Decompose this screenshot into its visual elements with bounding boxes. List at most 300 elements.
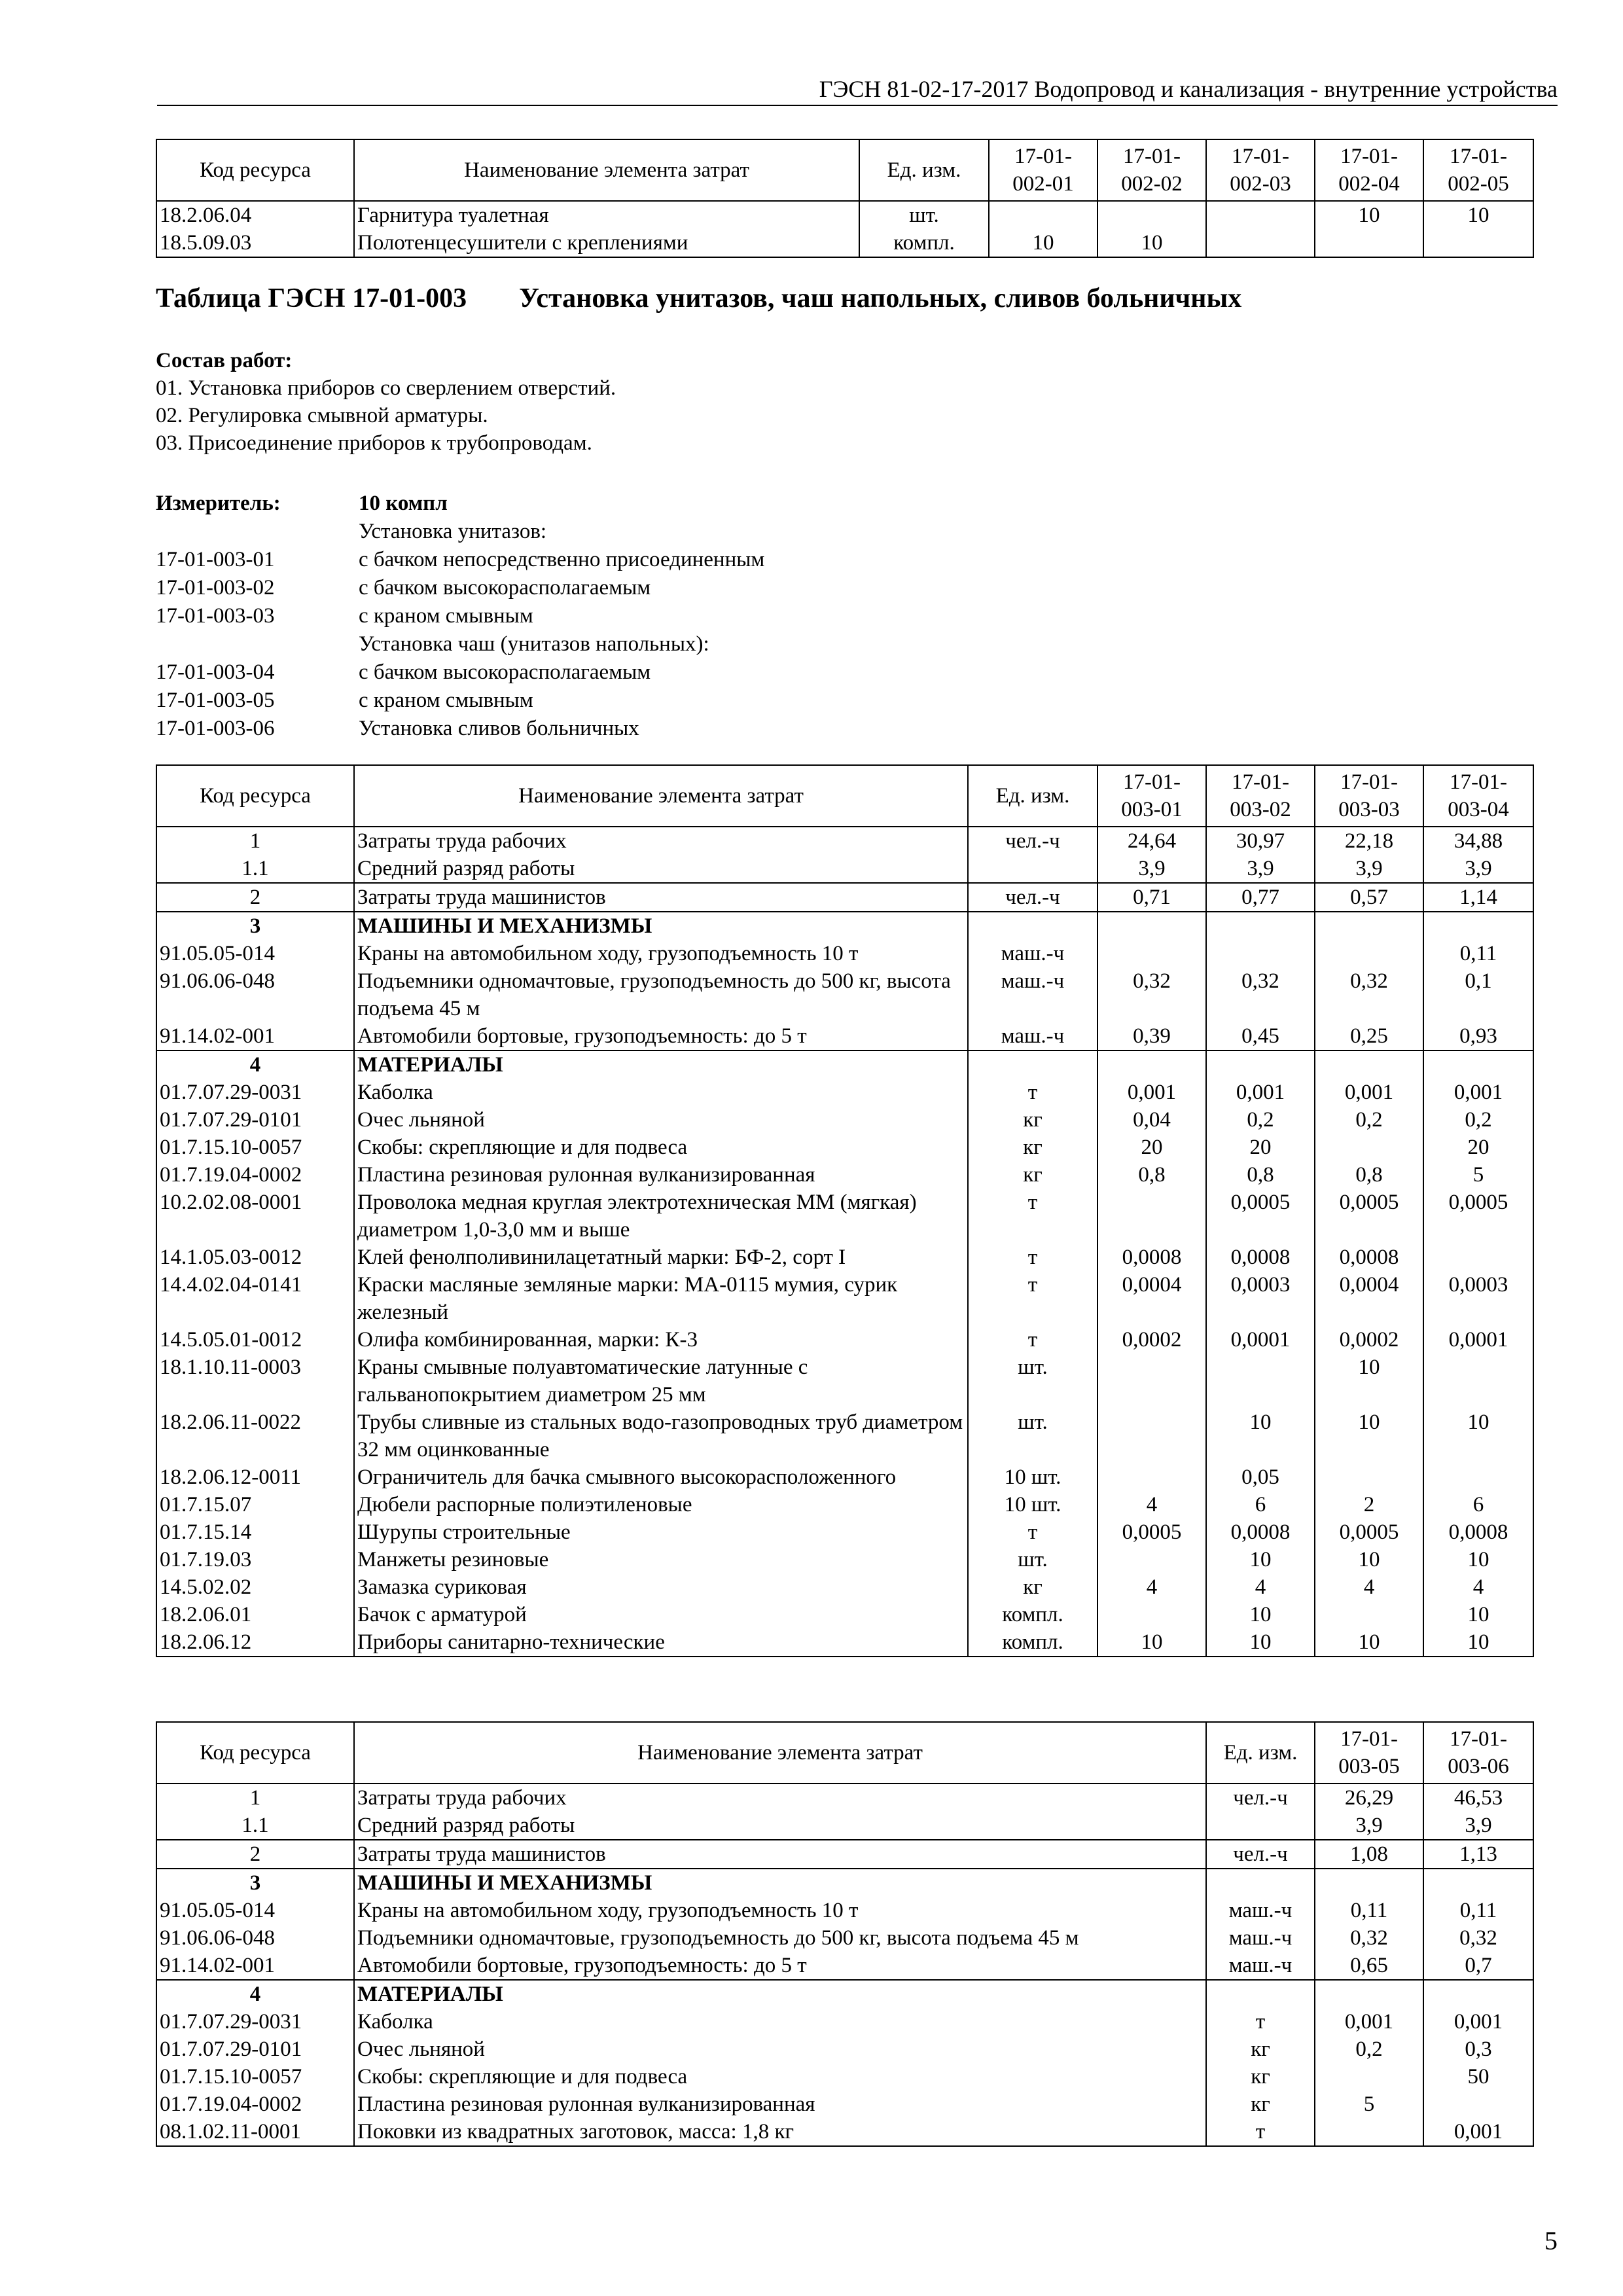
cell-value: 0,32 — [1097, 967, 1206, 1022]
cell-value: 0,71 — [1097, 883, 1206, 912]
cell-value — [1097, 1546, 1206, 1573]
cell-name: Автомобили бортовые, грузоподъемность: до 5 т — [354, 1952, 1206, 1980]
measure-desc: с бачком непосредственно присоединенным — [359, 548, 765, 571]
cell-code: 14.4.02.04-0141 — [156, 1271, 354, 1326]
cell-value: 0,32 — [1315, 1924, 1423, 1952]
table-row — [156, 1812, 1533, 1840]
cell-code: 4 — [156, 1050, 354, 1079]
cell-value — [1315, 1050, 1423, 1079]
cell-value: 10 — [1315, 1408, 1423, 1463]
measure-code-row — [156, 574, 764, 602]
measure-code — [156, 630, 359, 658]
cell-unit: т — [968, 1079, 1097, 1106]
cell-name: Затраты труда рабочих — [354, 1784, 1206, 1812]
table-row — [156, 855, 1533, 883]
table-row — [156, 1573, 1533, 1601]
table-17-01-002 — [156, 139, 1534, 258]
cell-value: 0,32 — [1423, 1924, 1533, 1952]
cell-name: Бачок с арматурой — [354, 1601, 968, 1628]
cell-unit: шт. — [859, 201, 989, 229]
cell-value: 0,0008 — [1315, 1244, 1423, 1271]
cell-value: 0,0005 — [1097, 1518, 1206, 1546]
cell-value: 0,93 — [1423, 1022, 1533, 1050]
table-row — [156, 1601, 1533, 1628]
table-row — [156, 1189, 1533, 1244]
cell-value: 10 — [1206, 1408, 1315, 1463]
cell-name: Затраты труда машинистов — [354, 883, 968, 912]
measure-code: 17-01-003-06 — [156, 717, 275, 740]
col-header-name: Наименование элемента затрат — [354, 765, 968, 827]
table-row — [156, 1869, 1533, 1897]
cell-value: 5 — [1423, 1161, 1533, 1189]
table-row — [156, 1354, 1533, 1408]
col-header-norm: 17-01- 003-01 — [1097, 765, 1206, 827]
table-header-row — [156, 1722, 1533, 1784]
cell-value: 0,0008 — [1097, 1244, 1206, 1271]
cell-unit: шт. — [968, 1408, 1097, 1463]
table-row — [156, 1408, 1533, 1463]
cell-value: 0,0008 — [1206, 1244, 1315, 1271]
cell-value: 10 — [1206, 1601, 1315, 1628]
measure-desc: Установка чаш (унитазов напольных): — [359, 632, 709, 656]
cell-unit: маш.-ч — [1206, 1924, 1315, 1952]
col-header-name: Наименование элемента затрат — [354, 139, 859, 201]
cell-value: 20 — [1423, 1134, 1533, 1161]
cell-value: 0,2 — [1315, 2036, 1423, 2063]
cell-name: Очес льняной — [354, 1106, 968, 1134]
cell-value: 0,001 — [1315, 1079, 1423, 1106]
cell-name: Затраты труда машинистов — [354, 1840, 1206, 1869]
cell-value: 0,32 — [1315, 967, 1423, 1022]
cell-code: 3 — [156, 912, 354, 940]
cell-name: Средний разряд работы — [354, 1812, 1206, 1840]
cell-value: 0,001 — [1423, 2008, 1533, 2036]
cell-unit: т — [968, 1518, 1097, 1546]
cell-unit — [1206, 1980, 1315, 2008]
cell-value — [1423, 1244, 1533, 1271]
cell-code: 1.1 — [156, 855, 354, 883]
table-row — [156, 1326, 1533, 1354]
work-title: Состав работ: — [156, 349, 293, 372]
col-header-unit: Ед. изм. — [1206, 1722, 1315, 1784]
cell-value: 0,11 — [1423, 1897, 1533, 1924]
cell-value: 6 — [1206, 1491, 1315, 1518]
cell-code: 01.7.07.29-0031 — [156, 2008, 354, 2036]
cell-value — [1206, 1050, 1315, 1079]
cell-value: 20 — [1097, 1134, 1206, 1161]
measure-code: 17-01-003-03 — [156, 604, 275, 628]
cell-unit: кг — [1206, 2063, 1315, 2090]
cell-value — [1206, 940, 1315, 967]
cell-value: 0,8 — [1097, 1161, 1206, 1189]
measure-desc: с краном смывным — [359, 689, 533, 712]
cell-value — [1097, 1354, 1206, 1408]
cell-unit: компл. — [968, 1601, 1097, 1628]
cell-value: 10 — [1423, 1628, 1533, 1657]
cell-unit: шт. — [968, 1546, 1097, 1573]
cell-value: 3,9 — [1097, 855, 1206, 883]
cell-unit: чел.-ч — [968, 827, 1097, 855]
cell-name: МАШИНЫ И МЕХАНИЗМЫ — [354, 912, 968, 940]
cell-value: 0,05 — [1206, 1463, 1315, 1491]
cell-code: 14.1.05.03-0012 — [156, 1244, 354, 1271]
cell-code: 01.7.19.03 — [156, 1546, 354, 1573]
cell-value: 1,13 — [1423, 1840, 1533, 1869]
cell-unit: компл. — [968, 1628, 1097, 1657]
table-row — [156, 827, 1533, 855]
cell-value: 10 — [1315, 1628, 1423, 1657]
cell-value: 0,39 — [1097, 1022, 1206, 1050]
cell-code: 4 — [156, 1980, 354, 2008]
measure-desc: Установка унитазов: — [359, 520, 547, 543]
cell-value: 0,0004 — [1097, 1271, 1206, 1326]
cell-value — [1423, 1463, 1533, 1491]
col-header-code: Код ресурса — [156, 139, 354, 201]
cell-code: 2 — [156, 883, 354, 912]
col-header-norm: 17-01- 002-04 — [1315, 139, 1423, 201]
cell-unit — [968, 912, 1097, 940]
cell-code: 01.7.07.29-0031 — [156, 1079, 354, 1106]
cell-value: 2 — [1315, 1491, 1423, 1518]
table-17-01-003-b — [156, 1721, 1534, 2147]
cell-value: 0,45 — [1206, 1022, 1315, 1050]
cell-name: Каболка — [354, 1079, 968, 1106]
cell-value: 0,2 — [1206, 1106, 1315, 1134]
cell-unit: 10 шт. — [968, 1491, 1097, 1518]
cell-unit — [1206, 1869, 1315, 1897]
cell-value: 1,08 — [1315, 1840, 1423, 1869]
col-header-norm: 17-01- 003-04 — [1423, 765, 1533, 827]
cell-value: 34,88 — [1423, 827, 1533, 855]
col-header-code: Код ресурса — [156, 1722, 354, 1784]
cell-name: Краски масляные земляные марки: МА-0115 мумия, сурик железный — [354, 1271, 968, 1326]
cell-code: 01.7.15.10-0057 — [156, 2063, 354, 2090]
cell-value — [1315, 2063, 1423, 2090]
work-item: 02. Регулировка смывной арматуры. — [156, 404, 488, 427]
measure-code-row — [156, 658, 764, 687]
table-row — [156, 1840, 1533, 1869]
measure-code-row — [156, 602, 764, 630]
table-row — [156, 1079, 1533, 1106]
cell-code: 01.7.07.29-0101 — [156, 1106, 354, 1134]
cell-value: 0,8 — [1206, 1161, 1315, 1189]
cell-value: 10 — [1206, 1628, 1315, 1657]
cell-value — [1315, 940, 1423, 967]
measure-code — [156, 518, 359, 546]
cell-unit: т — [968, 1244, 1097, 1271]
cell-code: 18.5.09.03 — [156, 229, 354, 257]
cell-value: 3,9 — [1423, 855, 1533, 883]
cell-code: 18.1.10.11-0003 — [156, 1354, 354, 1408]
table-row — [156, 912, 1533, 940]
cell-value — [1315, 1869, 1423, 1897]
measure-code-row — [156, 715, 764, 743]
cell-value: 22,18 — [1315, 827, 1423, 855]
cell-value — [1423, 229, 1533, 257]
cell-value — [1423, 1869, 1533, 1897]
cell-value: 0,0003 — [1206, 1271, 1315, 1326]
cell-value: 0,0003 — [1423, 1271, 1533, 1326]
cell-name: Проволока медная круглая электротехническая ММ (мягкая) диаметром 1,0-3,0 мм и выше — [354, 1189, 968, 1244]
table-header-row — [156, 765, 1533, 827]
cell-value: 6 — [1423, 1491, 1533, 1518]
table-row — [156, 2008, 1533, 2036]
cell-code: 01.7.19.04-0002 — [156, 2090, 354, 2118]
cell-value — [1206, 229, 1315, 257]
cell-value: 10 — [1097, 229, 1206, 257]
table-row — [156, 1161, 1533, 1189]
cell-code: 18.2.06.01 — [156, 1601, 354, 1628]
cell-value — [1315, 229, 1423, 257]
cell-value: 0,001 — [1315, 2008, 1423, 2036]
cell-unit: кг — [1206, 2036, 1315, 2063]
meter-label: Измеритель: — [156, 492, 281, 515]
cell-value: 0,001 — [1423, 1079, 1533, 1106]
cell-code: 18.2.06.12-0011 — [156, 1463, 354, 1491]
cell-name: Замазка суриковая — [354, 1573, 968, 1601]
cell-value: 0,0008 — [1423, 1518, 1533, 1546]
cell-name: Подъемники одномачтовые, грузоподъемность до 500 кг, высота подъема 45 м — [354, 967, 968, 1022]
cell-name: МАТЕРИАЛЫ — [354, 1050, 968, 1079]
cell-unit: кг — [968, 1573, 1097, 1601]
cell-value: 4 — [1315, 1573, 1423, 1601]
cell-code: 1 — [156, 827, 354, 855]
cell-name: Манжеты резиновые — [354, 1546, 968, 1573]
cell-value: 10 — [1206, 1546, 1315, 1573]
col-header-unit: Ед. изм. — [968, 765, 1097, 827]
cell-name: Краны на автомобильном ходу, грузоподъемность 10 т — [354, 940, 968, 967]
cell-value: 0,3 — [1423, 2036, 1533, 2063]
table-row — [156, 1134, 1533, 1161]
cell-value — [1097, 1408, 1206, 1463]
cell-unit — [968, 855, 1097, 883]
cell-name: Олифа комбинированная, марки: К-3 — [354, 1326, 968, 1354]
col-header-norm: 17-01- 003-06 — [1423, 1722, 1533, 1784]
cell-value — [1423, 1980, 1533, 2008]
cell-value: 0,77 — [1206, 883, 1315, 912]
cell-name: Поковки из квадратных заготовок, масса: 1,8 кг — [354, 2118, 1206, 2146]
cell-value: 10 — [1423, 1546, 1533, 1573]
cell-value: 20 — [1206, 1134, 1315, 1161]
cell-unit: кг — [1206, 2090, 1315, 2118]
cell-name: Скобы: скрепляющие и для подвеса — [354, 2063, 1206, 2090]
cell-value: 0,32 — [1206, 967, 1315, 1022]
cell-code: 91.05.05-014 — [156, 1897, 354, 1924]
cell-value: 0,0005 — [1206, 1189, 1315, 1244]
cell-value: 50 — [1423, 2063, 1533, 2090]
cell-value — [1097, 1601, 1206, 1628]
cell-name: Скобы: скрепляющие и для подвеса — [354, 1134, 968, 1161]
table-row — [156, 1050, 1533, 1079]
cell-code: 01.7.07.29-0101 — [156, 2036, 354, 2063]
table-row — [156, 2036, 1533, 2063]
cell-code: 2 — [156, 1840, 354, 1869]
cell-value: 10 — [1315, 1546, 1423, 1573]
cell-value: 4 — [1097, 1491, 1206, 1518]
measure-block — [156, 490, 764, 743]
cell-value: 10 — [1423, 201, 1533, 229]
cell-unit — [968, 1050, 1097, 1079]
cell-value — [1423, 912, 1533, 940]
cell-value — [1423, 2090, 1533, 2118]
page-number: 5 — [1544, 2226, 1558, 2255]
cell-value — [1097, 1050, 1206, 1079]
measure-code-row — [156, 518, 764, 546]
cell-value — [1206, 1354, 1315, 1408]
cell-name: МАТЕРИАЛЫ — [354, 1980, 1206, 2008]
col-header-norm: 17-01- 003-05 — [1315, 1722, 1423, 1784]
cell-unit: компл. — [859, 229, 989, 257]
cell-name: Краны на автомобильном ходу, грузоподъемность 10 т — [354, 1897, 1206, 1924]
table-row — [156, 229, 1533, 257]
cell-code: 18.2.06.04 — [156, 201, 354, 229]
cell-code: 14.5.05.01-0012 — [156, 1326, 354, 1354]
cell-value: 0,8 — [1315, 1161, 1423, 1189]
cell-name: Очес льняной — [354, 2036, 1206, 2063]
cell-name: Пластина резиновая рулонная вулканизированная — [354, 1161, 968, 1189]
cell-value: 0,0005 — [1315, 1189, 1423, 1244]
cell-value — [1097, 1463, 1206, 1491]
cell-name: Трубы сливные из стальных водо-газопроводных труб диаметром 32 мм оцинкованные — [354, 1408, 968, 1463]
table-row — [156, 883, 1533, 912]
cell-unit: кг — [968, 1161, 1097, 1189]
work-item: 03. Присоединение приборов к трубопроводам. — [156, 431, 592, 455]
cell-value: 30,97 — [1206, 827, 1315, 855]
cell-value — [1315, 912, 1423, 940]
cell-value — [1097, 1189, 1206, 1244]
table-name: Установка унитазов, чаш напольных, сливов больничных — [519, 283, 1242, 314]
cell-value: 4 — [1206, 1573, 1315, 1601]
cell-name: Каболка — [354, 2008, 1206, 2036]
cell-code: 1.1 — [156, 1812, 354, 1840]
cell-name: Пластина резиновая рулонная вулканизированная — [354, 2090, 1206, 2118]
cell-unit: маш.-ч — [968, 1022, 1097, 1050]
cell-code: 01.7.19.04-0002 — [156, 1161, 354, 1189]
cell-unit: т — [1206, 2118, 1315, 2146]
col-header-norm: 17-01- 002-05 — [1423, 139, 1533, 201]
measure-code-row — [156, 630, 764, 658]
cell-code: 1 — [156, 1784, 354, 1812]
col-header-unit: Ед. изм. — [859, 139, 989, 201]
cell-value: 10 — [1315, 1354, 1423, 1408]
cell-value — [1097, 201, 1206, 229]
cell-value: 0,0002 — [1315, 1326, 1423, 1354]
page-header: ГЭСН 81-02-17-2017 Водопровод и канализация - внутренние устройства — [157, 73, 1558, 106]
cell-value: 0,0001 — [1423, 1326, 1533, 1354]
cell-value: 0,25 — [1315, 1022, 1423, 1050]
cell-value — [1315, 1980, 1423, 2008]
cell-value: 26,29 — [1315, 1784, 1423, 1812]
measure-code: 17-01-003-01 — [156, 548, 275, 571]
cell-unit: т — [968, 1326, 1097, 1354]
cell-value: 0,57 — [1315, 883, 1423, 912]
table-row — [156, 1463, 1533, 1491]
table-row — [156, 1491, 1533, 1518]
cell-value: 0,11 — [1423, 940, 1533, 967]
cell-unit: маш.-ч — [1206, 1897, 1315, 1924]
table-row — [156, 1546, 1533, 1573]
cell-value: 0,001 — [1423, 2118, 1533, 2146]
table-title — [156, 283, 1241, 314]
cell-code: 3 — [156, 1869, 354, 1897]
col-header-code: Код ресурса — [156, 765, 354, 827]
cell-unit: шт. — [968, 1354, 1097, 1408]
cell-unit: кг — [968, 1134, 1097, 1161]
table-row — [156, 1784, 1533, 1812]
table-row — [156, 1924, 1533, 1952]
measure-code-row — [156, 687, 764, 715]
cell-name: МАШИНЫ И МЕХАНИЗМЫ — [354, 1869, 1206, 1897]
cell-value — [989, 201, 1097, 229]
col-header-norm: 17-01- 002-01 — [989, 139, 1097, 201]
cell-unit: чел.-ч — [1206, 1784, 1315, 1812]
cell-name: Полотенцесушители с креплениями — [354, 229, 859, 257]
cell-code: 18.2.06.11-0022 — [156, 1408, 354, 1463]
cell-unit: 10 шт. — [968, 1463, 1097, 1491]
table-row — [156, 967, 1533, 1022]
cell-code: 91.06.06-048 — [156, 1924, 354, 1952]
table-row — [156, 1022, 1533, 1050]
cell-name: Ограничитель для бачка смывного высокорасположенного — [354, 1463, 968, 1491]
cell-code: 91.14.02-001 — [156, 1022, 354, 1050]
table-row — [156, 1952, 1533, 1980]
cell-value — [1315, 1463, 1423, 1491]
cell-name: Шурупы строительные — [354, 1518, 968, 1546]
cell-value — [1423, 1354, 1533, 1408]
cell-code: 91.14.02-001 — [156, 1952, 354, 1980]
table-row — [156, 2063, 1533, 2090]
cell-name: Клей фенолполивинилацетатный марки: БФ-2, сорт I — [354, 1244, 968, 1271]
table-row — [156, 2090, 1533, 2118]
cell-unit: маш.-ч — [968, 967, 1097, 1022]
cell-value: 10 — [1423, 1408, 1533, 1463]
cell-value: 10 — [989, 229, 1097, 257]
cell-value — [1315, 1601, 1423, 1628]
cell-name: Приборы санитарно-технические — [354, 1628, 968, 1657]
cell-value: 0,65 — [1315, 1952, 1423, 1980]
col-header-name: Наименование элемента затрат — [354, 1722, 1206, 1784]
cell-code: 18.2.06.12 — [156, 1628, 354, 1657]
cell-code: 08.1.02.11-0001 — [156, 2118, 354, 2146]
measure-desc: с бачком высокорасполагаемым — [359, 576, 651, 600]
cell-value — [1315, 1134, 1423, 1161]
cell-code: 10.2.02.08-0001 — [156, 1189, 354, 1244]
cell-code: 14.5.02.02 — [156, 1573, 354, 1601]
cell-unit: чел.-ч — [1206, 1840, 1315, 1869]
table-label: Таблица ГЭСН 17-01-003 — [156, 283, 467, 314]
cell-value — [1206, 201, 1315, 229]
cell-value: 0,0008 — [1206, 1518, 1315, 1546]
cell-code: 01.7.15.14 — [156, 1518, 354, 1546]
table-row — [156, 1244, 1533, 1271]
cell-value: 0,001 — [1097, 1079, 1206, 1106]
cell-value: 0,0004 — [1315, 1271, 1423, 1326]
cell-code: 91.05.05-014 — [156, 940, 354, 967]
cell-value: 5 — [1315, 2090, 1423, 2118]
cell-value: 3,9 — [1206, 855, 1315, 883]
cell-code: 01.7.15.07 — [156, 1491, 354, 1518]
measure-code: 17-01-003-04 — [156, 660, 275, 684]
cell-value: 0,0001 — [1206, 1326, 1315, 1354]
cell-value: 0,04 — [1097, 1106, 1206, 1134]
cell-code: 01.7.15.10-0057 — [156, 1134, 354, 1161]
cell-unit: кг — [968, 1106, 1097, 1134]
cell-unit: т — [968, 1271, 1097, 1326]
measure-code: 17-01-003-05 — [156, 689, 275, 712]
cell-value — [1423, 1050, 1533, 1079]
cell-name: Дюбели распорные полиэтиленовые — [354, 1491, 968, 1518]
cell-name: Подъемники одномачтовые, грузоподъемность до 500 кг, высота подъема 45 м — [354, 1924, 1206, 1952]
